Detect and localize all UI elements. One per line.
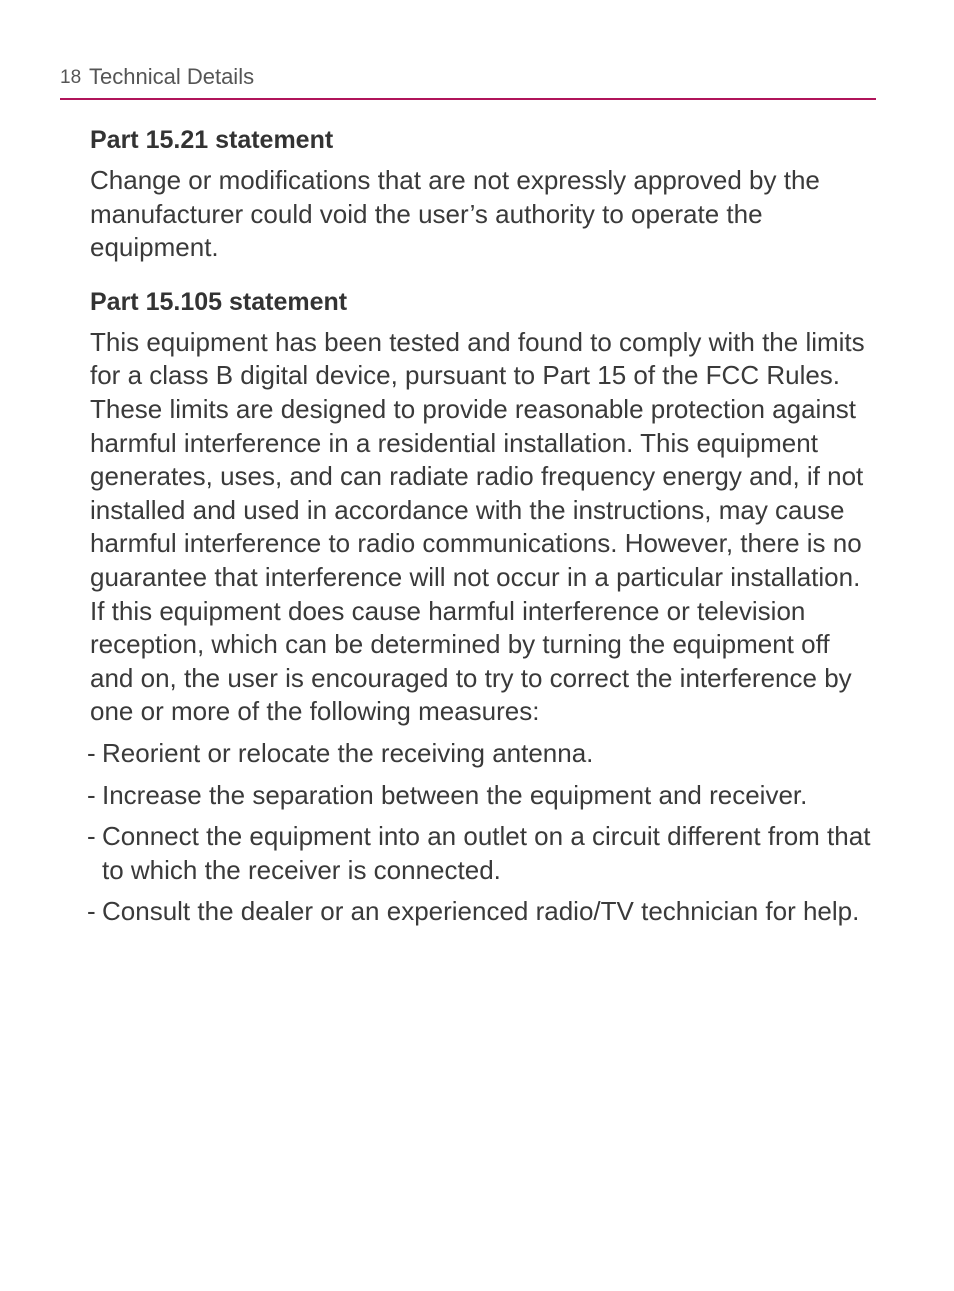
list-item [87,737,875,771]
list-item-text: Connect the equipment into an outlet on a circuit different from that to which the receiver is connected. [102,821,871,885]
page-number: 18 [60,67,82,88]
section-heading-part-15-21: Part 15.21 statement [90,126,334,154]
running-section-title: Technical Details [89,64,255,89]
page-header [60,64,876,100]
part-15-105-measures-intro: If this equipment does cause harmful interference or television reception, which can be determined by turning the equipment off and on, the user is encouraged to try to correct the interference by one or more of the following measures: [90,595,852,727]
list-item-text: Increase the separation between the equipment and receiver. [102,779,808,810]
bullet-dash: - [87,821,96,852]
list-item-text: Reorient or relocate the receiving antenna. [102,737,594,768]
list-item-text: Consult the dealer or an experienced radio/TV technician for help. [102,896,860,927]
bullet-dash: - [87,779,96,810]
page-body [87,122,875,929]
bullet-dash: - [87,896,96,927]
part-15-105-text: This equipment has been tested and found to comply with the limits for a class B digital device, pursuant to Part 15 of the FCC Rules. These limits are designed to provide reasonable protection against harmful interference in a residential installation. This equipment generates, uses, and can radiate radio frequency energy and, if not installed and used in accordance with the instructions, may cause harmful interference to radio communications. However, there is no guarantee that interference will not occur in a particular installation. [90,326,865,592]
list-item [87,820,875,887]
list-item [87,779,875,813]
list-item [87,895,875,929]
bullet-dash: - [87,737,96,768]
section-heading-part-15-105: Part 15.105 statement [90,287,348,316]
part-15-21-text: Change or modifications that are not expressly approved by the manufacturer could void the user’s authority to operate the equipment. [90,165,820,263]
measures-list [87,737,875,929]
